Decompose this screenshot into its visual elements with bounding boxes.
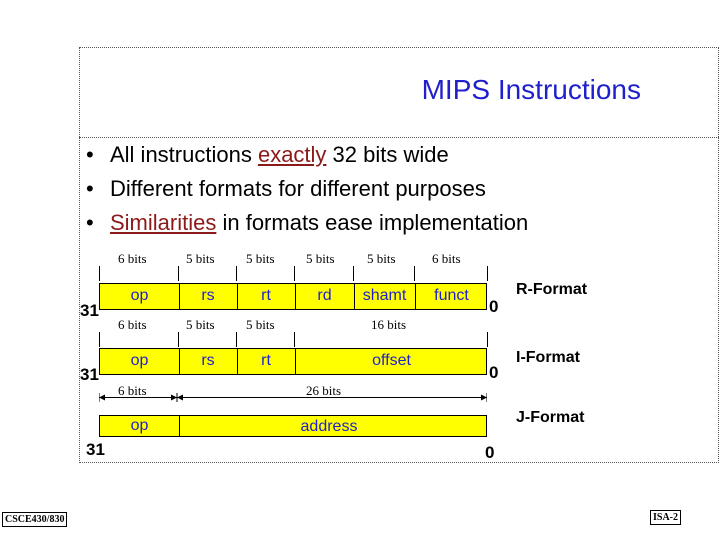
bit-tick	[99, 266, 100, 281]
low-bit-index: 0	[489, 297, 499, 316]
bit-tick	[487, 332, 488, 347]
low-bit-index: 0	[485, 443, 495, 462]
field-rs: rs	[201, 287, 215, 304]
field-shamt: shamt	[362, 287, 407, 304]
bullet-dot: •	[86, 176, 94, 201]
r-format-label: R-Format	[516, 281, 588, 298]
bit-tick	[236, 266, 237, 281]
bit-width-label: 5 bits	[246, 251, 275, 266]
bit-width-label: 5 bits	[186, 251, 215, 266]
bit-width-label: 6 bits	[118, 383, 147, 398]
slide-number-badge: ISA-2	[650, 510, 681, 525]
r-format-fields	[99, 283, 487, 310]
bit-tick	[353, 266, 354, 281]
emphasis-text: exactly	[257, 142, 327, 167]
bit-width-label: 5 bits	[186, 317, 215, 332]
bit-width-label: 16 bits	[371, 317, 407, 332]
bit-tick	[294, 332, 295, 347]
bit-tick	[294, 266, 295, 281]
field-address: address	[300, 418, 358, 435]
bit-width-label: 6 bits	[118, 317, 147, 332]
bit-width-label: 5 bits	[246, 317, 275, 332]
field-offset: offset	[372, 352, 411, 369]
bit-width-label: 5 bits	[367, 251, 396, 266]
bullet-dot: •	[86, 210, 94, 235]
bullet-dot: •	[86, 142, 94, 167]
field-rt: rt	[261, 352, 271, 369]
field-op: op	[130, 287, 149, 304]
high-bit-index: 31	[86, 440, 105, 459]
bullet-1: • All instructions exactly 32 bits wide	[86, 142, 449, 167]
field-rs: rs	[201, 352, 215, 369]
field-rd: rd	[317, 287, 332, 304]
emphasis-text: Similarities	[110, 210, 217, 235]
field-op: op	[130, 352, 149, 369]
bit-tick	[99, 332, 100, 347]
i-format-fields	[99, 348, 487, 375]
title-divider	[79, 137, 719, 138]
field-op: op	[130, 417, 149, 434]
bit-tick	[178, 266, 179, 281]
bit-tick	[178, 332, 179, 347]
bit-tick	[414, 266, 415, 281]
high-bit-index: 31	[80, 365, 99, 384]
bit-tick	[487, 266, 488, 281]
bit-width-label: 5 bits	[306, 251, 335, 266]
low-bit-index: 0	[489, 363, 499, 382]
course-badge: CSCE430/830	[2, 512, 67, 527]
bullet-2: • Different formats for different purposes	[86, 176, 486, 201]
bit-range-arrows	[99, 393, 487, 402]
bit-width-label: 6 bits	[432, 251, 461, 266]
j-format-label: J-Format	[516, 409, 585, 426]
bullet-3: • Similarities in formats ease implementation	[86, 210, 529, 235]
high-bit-index: 31	[80, 301, 99, 320]
bit-width-label: 26 bits	[306, 383, 342, 398]
i-format-label: I-Format	[516, 349, 580, 366]
bit-width-label: 6 bits	[118, 251, 147, 266]
field-rt: rt	[261, 287, 271, 304]
j-format-fields	[99, 415, 487, 437]
field-funct: funct	[434, 287, 469, 304]
slide-title: MIPS Instructions	[421, 74, 641, 105]
bit-tick	[236, 332, 237, 347]
